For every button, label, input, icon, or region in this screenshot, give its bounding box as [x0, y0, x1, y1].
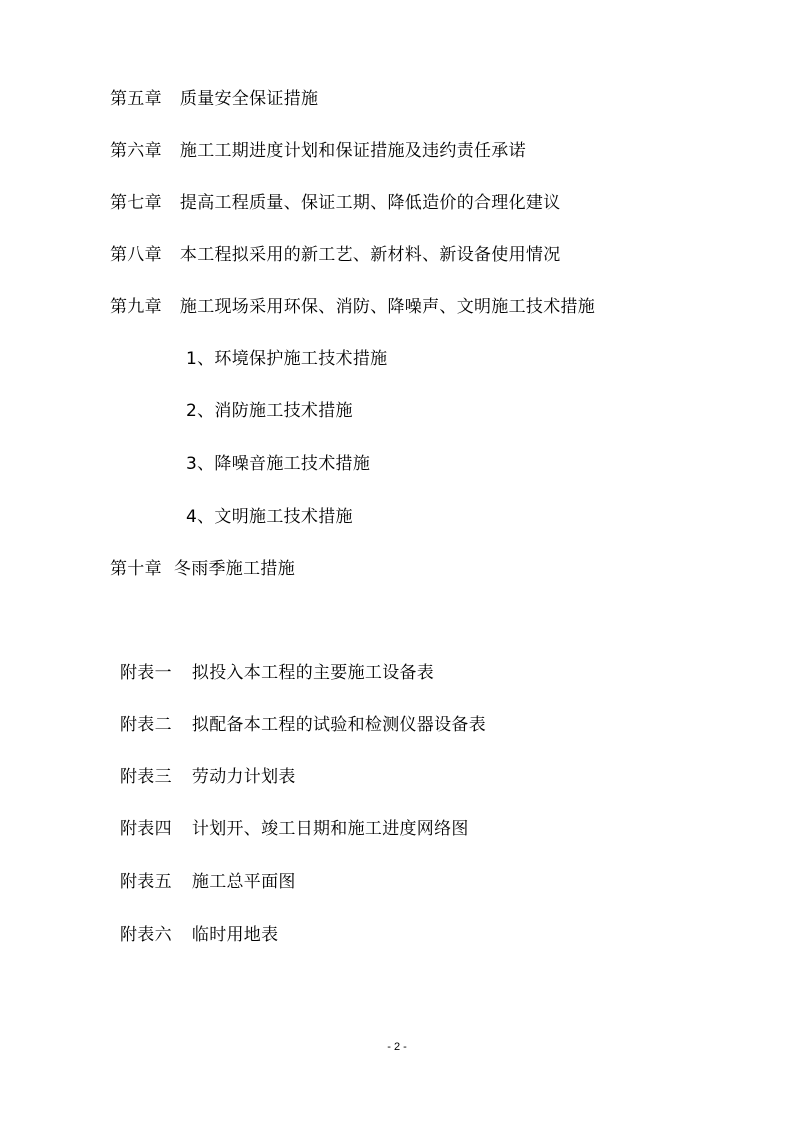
- appendix-title: 计划开、竣工日期和施工进度网络图: [191, 819, 469, 839]
- chapter-label: 第七章: [110, 193, 162, 213]
- appendix-label: 附表四: [120, 819, 172, 839]
- chapter-label: 第十章: [110, 559, 162, 579]
- chapter-label: 第六章: [110, 141, 162, 161]
- chapter-title: 本工程拟采用的新工艺、新材料、新设备使用情况: [179, 245, 561, 265]
- chapter-label: 第九章: [110, 297, 162, 317]
- appendix-title: 临时用地表: [191, 925, 279, 945]
- toc-appendix-2: [120, 714, 486, 736]
- toc-subitem-2: 2、消防施工技术措施: [186, 401, 353, 421]
- appendix-title: 劳动力计划表: [191, 767, 296, 787]
- toc-subitem-1: 1、环境保护施工技术措施: [186, 349, 388, 369]
- toc-chapter-7: [110, 192, 561, 214]
- toc-appendix-5: [120, 871, 296, 893]
- toc-chapter-5: [110, 88, 318, 110]
- toc-appendix-1: [120, 662, 434, 684]
- appendix-title: 拟配备本工程的试验和检测仪器设备表: [191, 715, 487, 735]
- chapter-label: 第五章: [110, 89, 162, 109]
- chapter-label: 第八章: [110, 245, 162, 265]
- toc-subitem-4: 4、文明施工技术措施: [186, 507, 353, 527]
- toc-chapter-9: [110, 296, 595, 318]
- toc-chapter-6: [110, 140, 526, 162]
- chapter-title: 施工工期进度计划和保证措施及违约责任承诺: [179, 141, 526, 161]
- page-number: - 2 -: [387, 1041, 407, 1053]
- toc-appendix-3: [120, 766, 296, 788]
- appendix-label: 附表二: [120, 715, 172, 735]
- toc-chapter-8: [110, 244, 561, 266]
- appendix-title: 施工总平面图: [191, 872, 296, 892]
- chapter-title: 提高工程质量、保证工期、降低造价的合理化建议: [179, 193, 561, 213]
- toc-chapter-10: [110, 558, 295, 580]
- chapter-title: 施工现场采用环保、消防、降噪声、文明施工技术措施: [179, 297, 596, 317]
- chapter-title: 质量安全保证措施: [179, 89, 319, 109]
- appendix-label: 附表六: [120, 925, 172, 945]
- appendix-label: 附表三: [120, 767, 172, 787]
- toc-appendix-6: [120, 924, 278, 946]
- appendix-label: 附表一: [120, 663, 172, 683]
- toc-subitem-3: 3、降噪音施工技术措施: [186, 454, 371, 474]
- appendix-title: 拟投入本工程的主要施工设备表: [191, 663, 435, 683]
- chapter-title: 冬雨季施工措施: [173, 559, 296, 579]
- appendix-label: 附表五: [120, 872, 172, 892]
- toc-appendix-4: [120, 818, 469, 840]
